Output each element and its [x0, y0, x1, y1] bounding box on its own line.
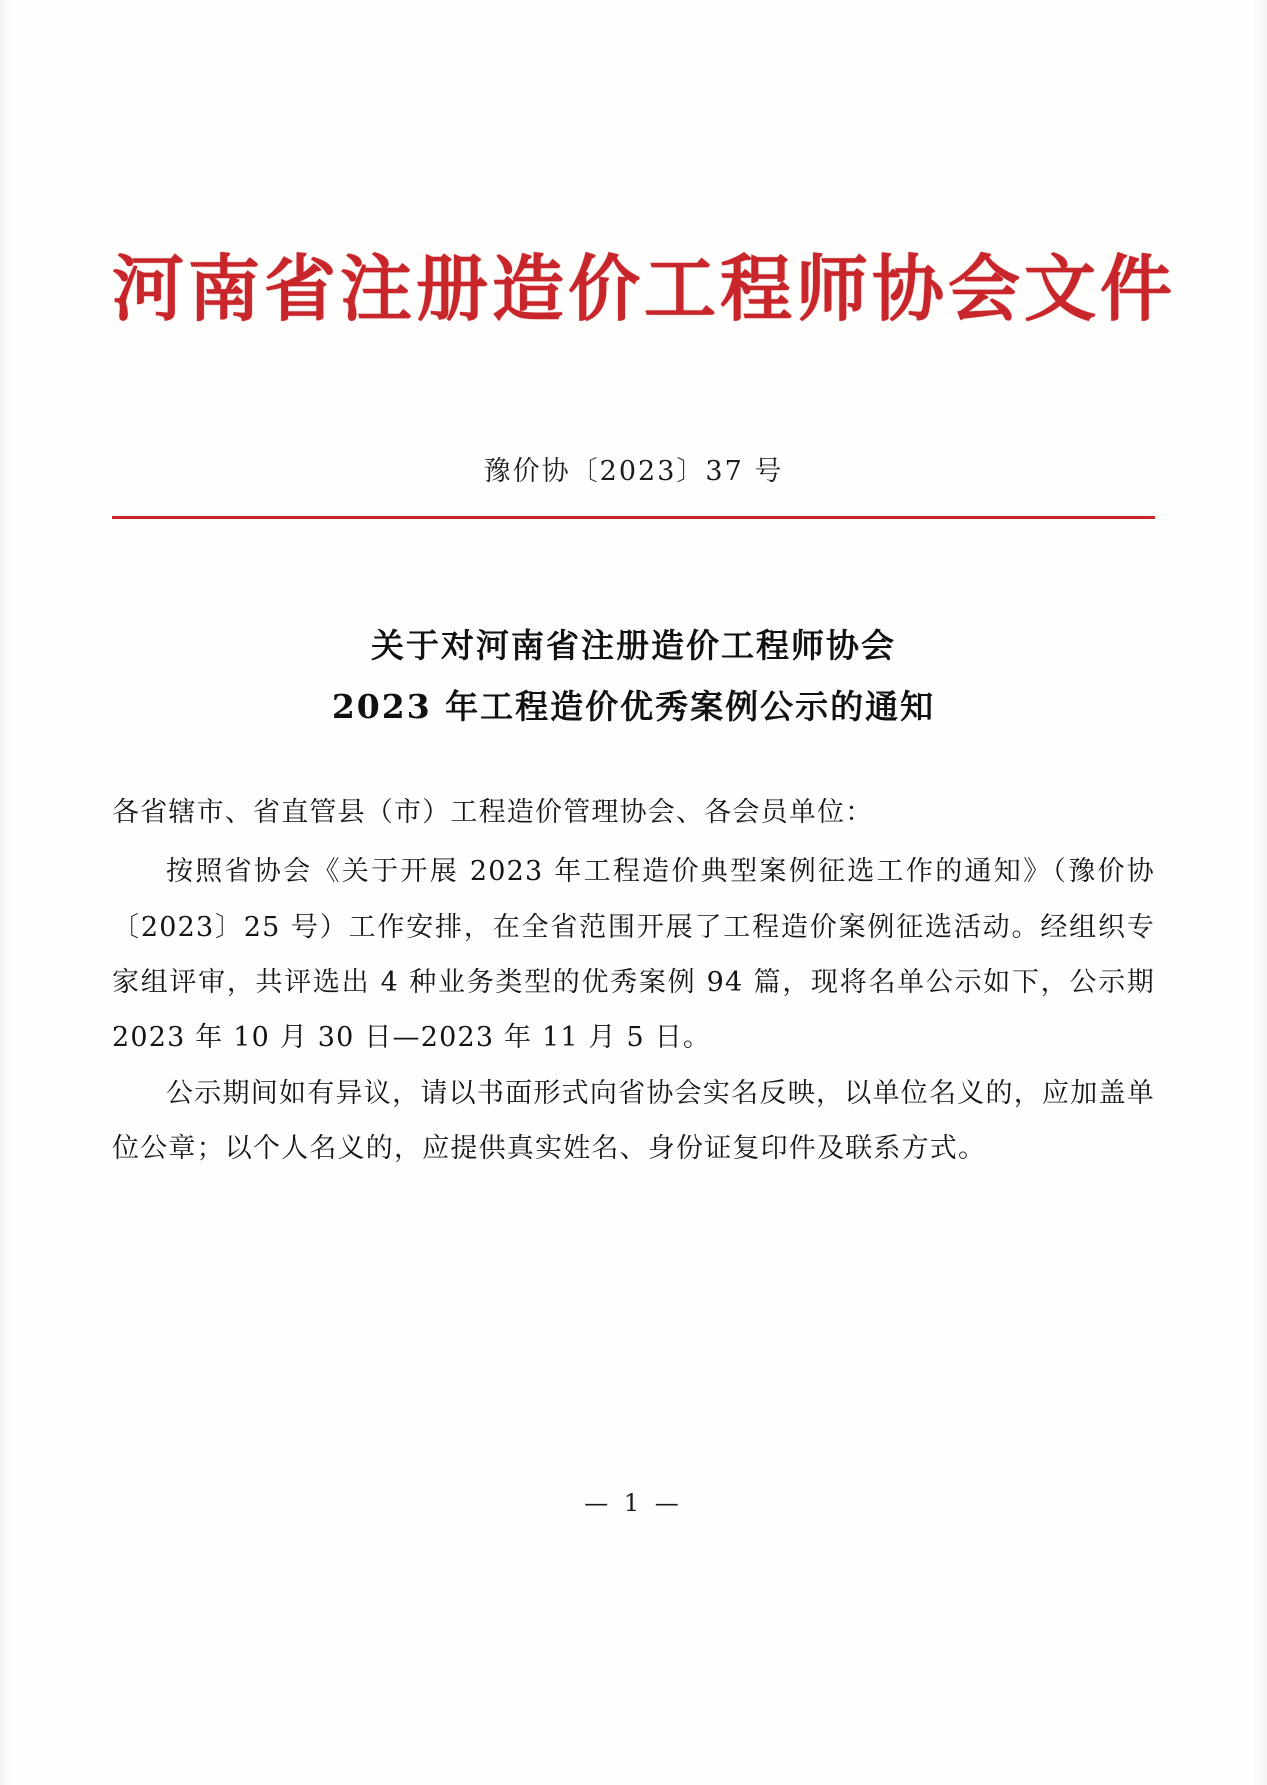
- document-body: [112, 785, 1155, 1176]
- document-content: [112, 0, 1177, 1785]
- red-divider-rule: [112, 516, 1155, 519]
- document-masthead: 河南省注册造价工程师协会文件: [112, 246, 1177, 331]
- page-title-line-2: 2023 年工程造价优秀案例公示的通知: [331, 686, 936, 726]
- paper-edge-right: [1251, 0, 1267, 1785]
- page-number-footer: — 1 —: [584, 1489, 683, 1517]
- body-paragraph-1: 按照省协会《关于开展 2023 年工程造价典型案例征选工作的通知》（豫价协〔2023〕25 号）工作安排，在全省范围开展了工程造价案例征选活动。经组织专家组评审，共评选出 4 种业务类型的优秀案例 94 篇，现将名单公示如下，公示期 2023 年 10 月 30 日—2023 年 11 月 5 日。: [112, 856, 1155, 1054]
- document-number: 豫价协〔2023〕37 号: [483, 455, 784, 487]
- page-title: [112, 615, 1155, 737]
- salutation-line: 各省辖市、省直管县（市）工程造价管理协会、各会员单位：: [112, 796, 874, 828]
- body-paragraph-2: 公示期间如有异议，请以书面形式向省协会实名反映，以单位名义的，应加盖单位公章；以个人名义的，应提供真实姓名、身份证复印件及联系方式。: [112, 1077, 1155, 1164]
- page-title-line-1: 关于对河南省注册造价工程师协会: [371, 625, 896, 665]
- paper-edge-left: [0, 0, 14, 1785]
